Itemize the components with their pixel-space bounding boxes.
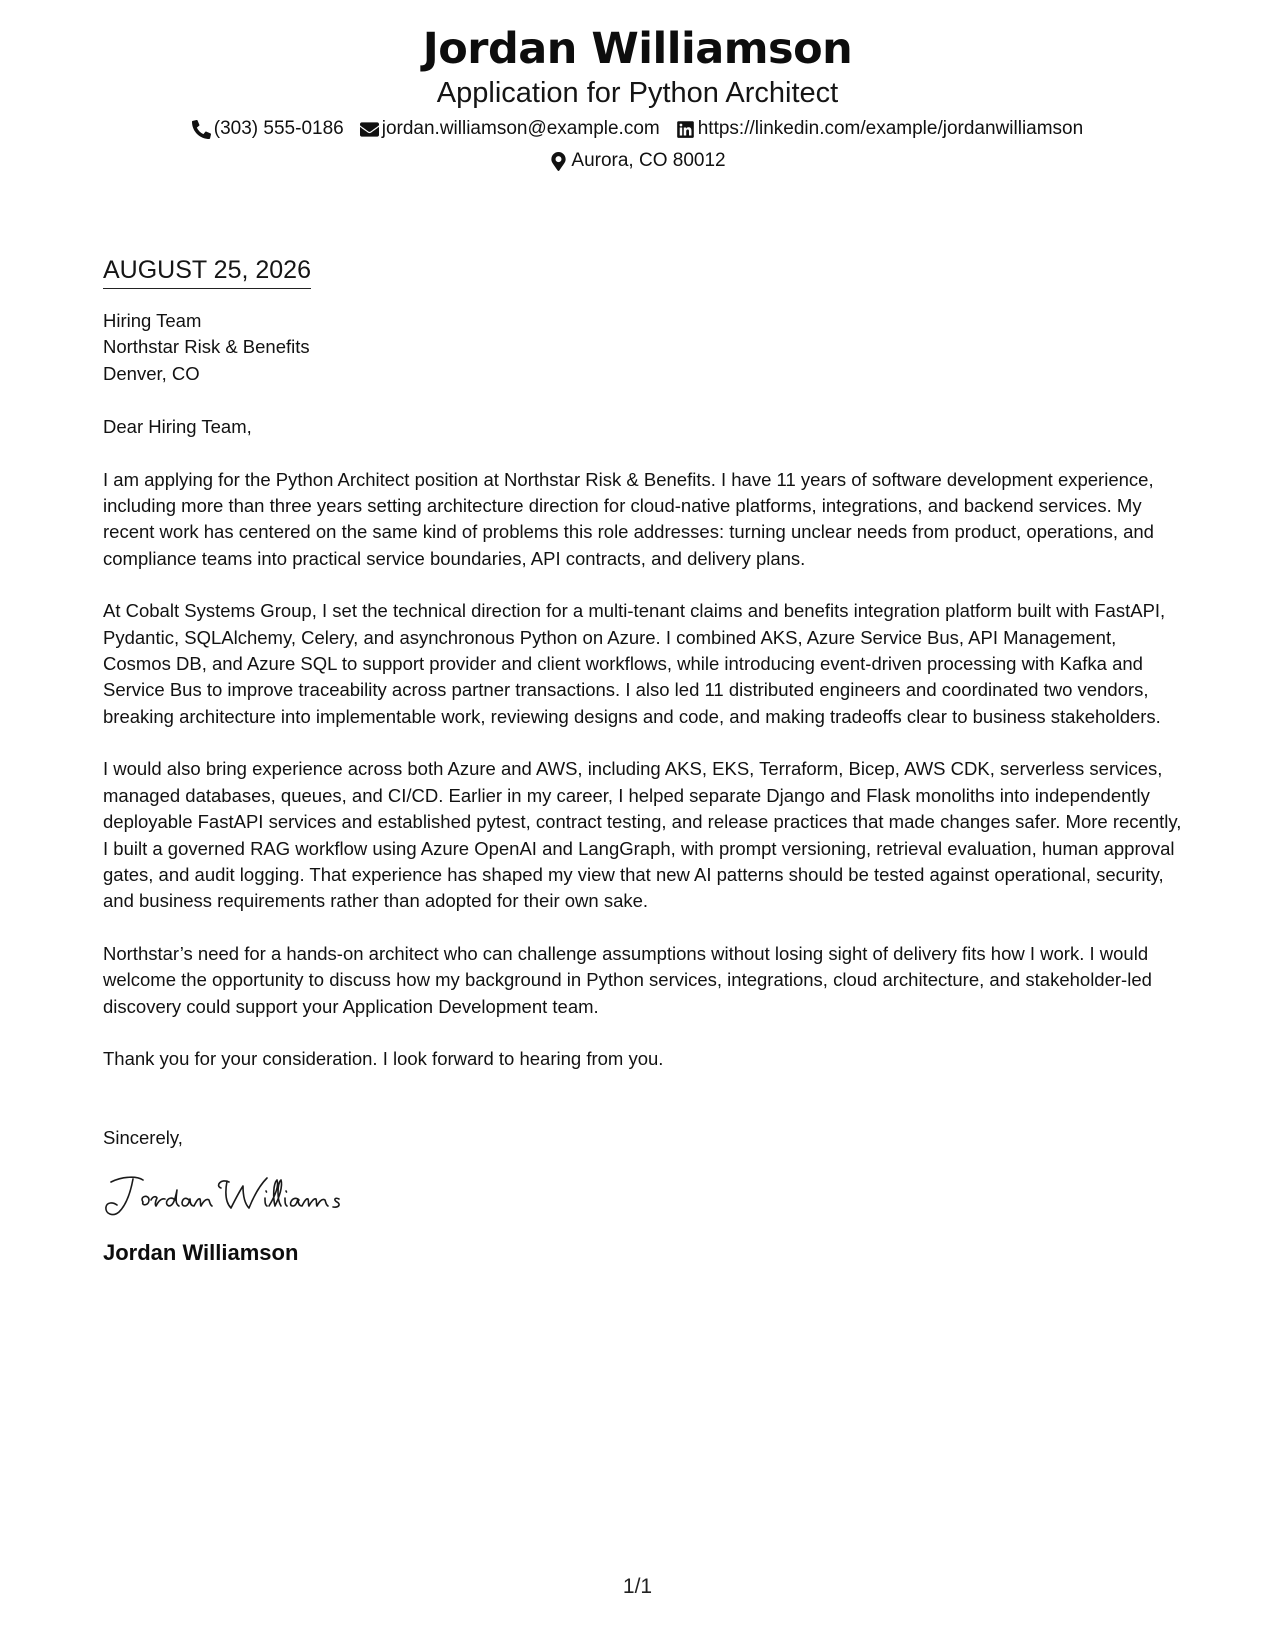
contact-location <box>549 148 725 174</box>
recipient-line: Hiring Team <box>103 310 202 331</box>
contact-linkedin[interactable] <box>676 116 1083 142</box>
letter-header <box>0 22 1275 174</box>
recipient-block <box>103 308 1183 387</box>
applicant-name: Jordan Williamson <box>422 24 853 74</box>
paragraph-skills: I would also bring experience across both Azure and AWS, including AKS, EKS, Terraform, Bicep, AWS CDK, serverless services, managed databases, queues, and CI/CD. Earlier in my career, I helped separate Django and Flask monoliths into independently deployable FastAPI services and established pytest, contract testing, and release practices that made changes safer. More recently, I built a governed RAG workflow using Azure OpenAI and LangGraph, with prompt versioning, retrieval evaluation, human approval gates, and audit logging. That experience has shaped my view that new AI patterns should be tested against operational, security, and business requirements rather than adopted for their own sake. <box>103 758 1182 912</box>
paragraph-experience: At Cobalt Systems Group, I set the technical direction for a multi-tenant claims and benefits integration platform built with FastAPI, Pydantic, SQLAlchemy, Celery, and asynchronous Python on Azure. I combined AKS, Azure Service Bus, API Management, Cosmos DB, and Azure SQL to support provider and client workflows, while introducing event-driven processing with Kafka and Service Bus to improve traceability across partner transactions. I also led 11 distributed engineers and coordinated two vendors, breaking architecture into implementable work, reviewing designs and code, and making tradeoffs clear to business stakeholders. <box>103 600 1166 727</box>
signature-text: Jordan Williams <box>103 1171 111 1173</box>
phone-icon <box>192 120 211 139</box>
envelope-icon <box>360 120 379 139</box>
salutation: Dear Hiring Team, <box>103 416 252 438</box>
paragraph-thanks: Thank you for your consideration. I look forward to hearing from you. <box>103 1047 664 1069</box>
linkedin-icon <box>676 120 695 139</box>
letter-body <box>103 254 1183 1268</box>
paragraph-intro: I am applying for the Python Architect position at Northstar Risk & Benefits. I have 11 years of software development experience, including more than three years setting architecture direction for cloud-native platforms, integrations, and backend services. My recent work has centered on the same kind of problems this role addresses: turning unclear needs from product, operations, and compliance teams into practical service boundaries, API contracts, and delivery plans. <box>103 468 1154 569</box>
recipient-company: Northstar Risk & Benefits <box>103 336 310 358</box>
recipient-location: Denver, CO <box>103 362 200 384</box>
phone-text: (303) 555-0186 <box>213 118 344 139</box>
signed-name: Jordan Williamson <box>103 1239 299 1265</box>
letter-date: AUGUST 25, 2026 <box>103 254 311 289</box>
closing: Sincerely, <box>103 1127 183 1149</box>
map-pin-icon <box>549 152 568 171</box>
location-text: Aurora, CO 80012 <box>571 150 726 171</box>
linkedin-text: https://linkedin.com/example/jordanwilliamson <box>697 118 1084 139</box>
paragraph-fit: Northstar’s need for a hands-on architect who can challenge assumptions without losing sight of delivery fits how I work. I would welcome the opportunity to discuss how my background in Python services, integrations, cloud architecture, and stakeholder-led discovery could support your Application Development team. <box>103 942 1152 1017</box>
page-number: 1/1 <box>622 1575 653 1598</box>
contact-email[interactable] <box>360 116 660 142</box>
application-title: Application for Python Architect <box>436 77 839 109</box>
contact-phone[interactable] <box>192 116 344 142</box>
handwritten-signature <box>103 1172 373 1218</box>
contact-row-location <box>0 148 1275 174</box>
email-text: jordan.williamson@example.com <box>381 118 660 139</box>
contact-row <box>0 116 1275 142</box>
